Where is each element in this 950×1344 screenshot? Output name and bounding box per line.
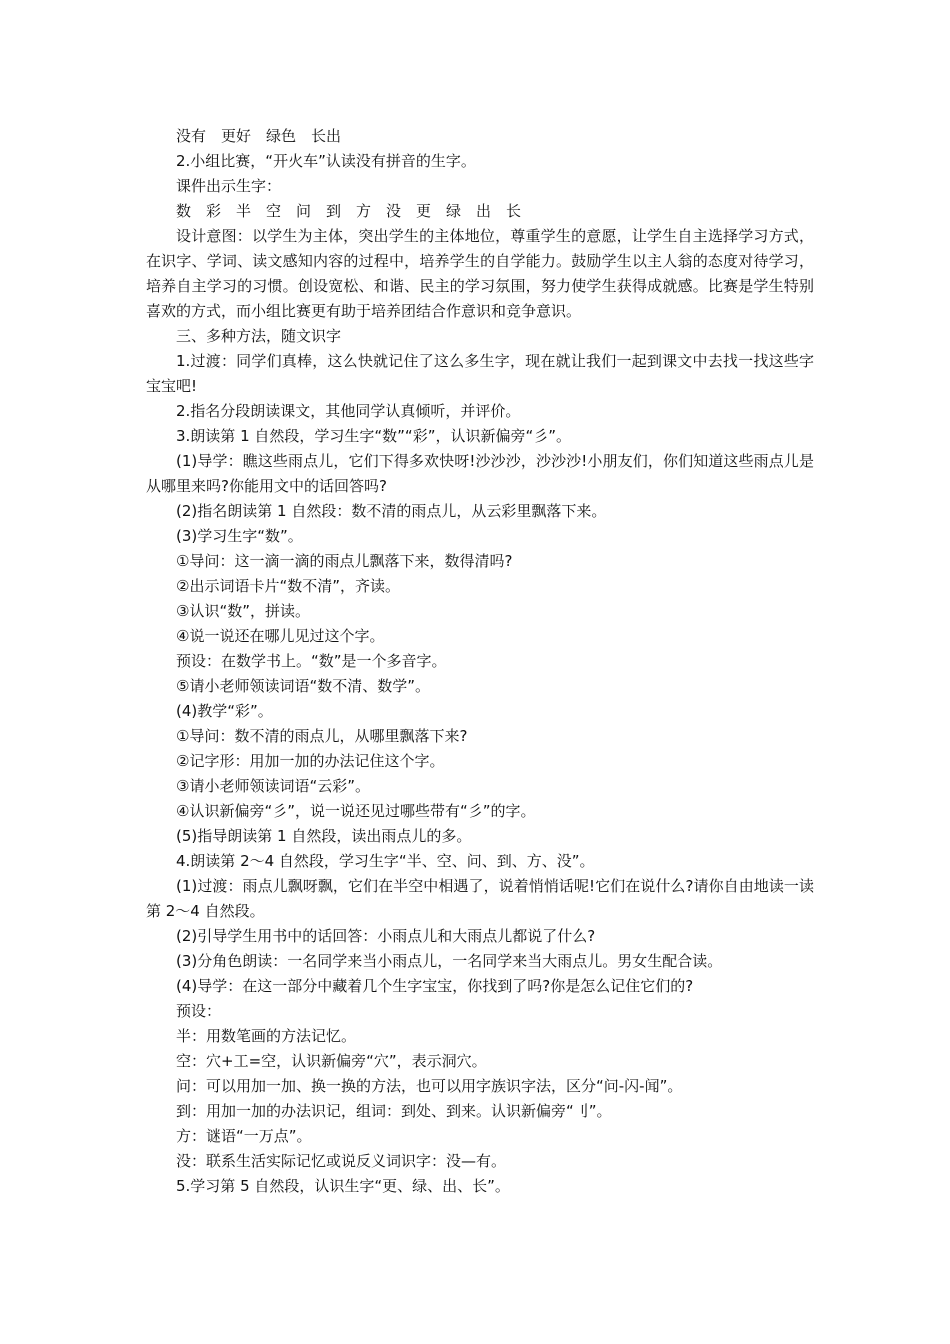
document-page — [146, 124, 814, 1199]
paragraph: 预设：在数学书上。“数”是一个多音字。 — [176, 652, 447, 670]
paragraph: 5.学习第 5 自然段，认识生字“更、绿、出、长”。 — [176, 1177, 510, 1195]
paragraph: (3)学习生字“数”。 — [176, 527, 303, 545]
section-heading: 三、多种方法，随文识字 — [176, 327, 342, 345]
word-list-line: 没有 更好 绿色 长出 — [176, 127, 342, 145]
paragraph: (1)过渡：雨点儿飘呀飘，它们在半空中相遇了，说着悄悄话呢!它们在说什么?请你自由地读一读第 2～4 自然段。 — [146, 877, 814, 920]
paragraph: (4)导学：在这一部分中藏着几个生字宝宝，你找到了吗?你是怎么记住它们的? — [176, 977, 694, 995]
paragraph: 半：用数笔画的方法记忆。 — [176, 1027, 357, 1045]
paragraph: 方：谜语“一万点”。 — [176, 1127, 312, 1145]
paragraph: 3.朗读第 1 自然段，学习生字“数”“彩”，认识新偏旁“彡”。 — [176, 427, 572, 445]
paragraph: ①导问：这一滴一滴的雨点儿飘落下来，数得清吗? — [176, 552, 513, 570]
paragraph: 没：联系生活实际记忆或说反义词识字：没—有。 — [176, 1152, 507, 1170]
paragraph: (3)分角色朗读：一名同学来当小雨点儿，一名同学来当大雨点儿。男女生配合读。 — [176, 952, 723, 970]
paragraph: ③请小老师领读词语“云彩”。 — [176, 777, 370, 795]
paragraph: ⑤请小老师领读词语“数不清、数学”。 — [176, 677, 430, 695]
paragraph: (2)指名朗读第 1 自然段：数不清的雨点儿，从云彩里飘落下来。 — [176, 502, 607, 520]
paragraph: 到：用加一加的办法识记，组词：到处、到来。认识新偏旁“刂”。 — [176, 1102, 612, 1120]
paragraph: 4.朗读第 2～4 自然段，学习生字“半、空、问、到、方、没”。 — [176, 852, 595, 870]
paragraph: 空：穴+工=空，认识新偏旁“穴”，表示洞穴。 — [176, 1052, 487, 1070]
paragraph: 问：可以用加一加、换一换的方法，也可以用字族识字法，区分“问-闪-闻”。 — [176, 1077, 683, 1095]
paragraph: (4)教学“彩”。 — [176, 702, 273, 720]
paragraph: (5)指导朗读第 1 自然段，读出雨点儿的多。 — [176, 827, 472, 845]
paragraph: ②记字形：用加一加的办法记住这个字。 — [176, 752, 445, 770]
paragraph: ④认识新偏旁“彡”，说一说还见过哪些带有“彡”的字。 — [176, 802, 536, 820]
paragraph: ②出示词语卡片“数不清”，齐读。 — [176, 577, 400, 595]
paragraph: (2)引导学生用书中的话回答：小雨点儿和大雨点儿都说了什么? — [176, 927, 596, 945]
paragraph: ③认识“数”，拼读。 — [176, 602, 310, 620]
design-intent-paragraph: 设计意图：以学生为主体，突出学生的主体地位，尊重学生的意愿，让学生自主选择学习方式，在识字、学词、读文感知内容的过程中，培养学生的自学能力。鼓励学生以主人翁的态度对待学习，培养自主学习的习惯。创设宽松、和谐、民主的学习氛围，努力使学生获得成就感。比赛是学生特别喜欢的方式，而小组比赛更有助于培养团结合作意识和竞争意识。 — [146, 227, 814, 320]
paragraph: ④说一说还在哪儿见过这个字。 — [176, 627, 385, 645]
character-list-line: 数 彩 半 空 问 到 方 没 更 绿 出 长 — [176, 202, 522, 220]
paragraph: 2.指名分段朗读课文，其他同学认真倾听，并评价。 — [176, 402, 521, 420]
step-2-line: 2.小组比赛，“开火车”认读没有拼音的生字。 — [176, 152, 476, 170]
courseware-line: 课件出示生字： — [176, 177, 282, 195]
paragraph: ①导问：数不清的雨点儿，从哪里飘落下来? — [176, 727, 468, 745]
paragraph: 1.过渡：同学们真棒，这么快就记住了这么多生字，现在就让我们一起到课文中去找一找这些字宝宝吧! — [146, 352, 814, 395]
paragraph: 预设： — [176, 1002, 222, 1020]
paragraph: (1)导学：瞧这些雨点儿，它们下得多欢快呀!沙沙沙，沙沙沙!小朋友们，你们知道这些雨点儿是从哪里来吗?你能用文中的话回答吗? — [146, 452, 814, 495]
